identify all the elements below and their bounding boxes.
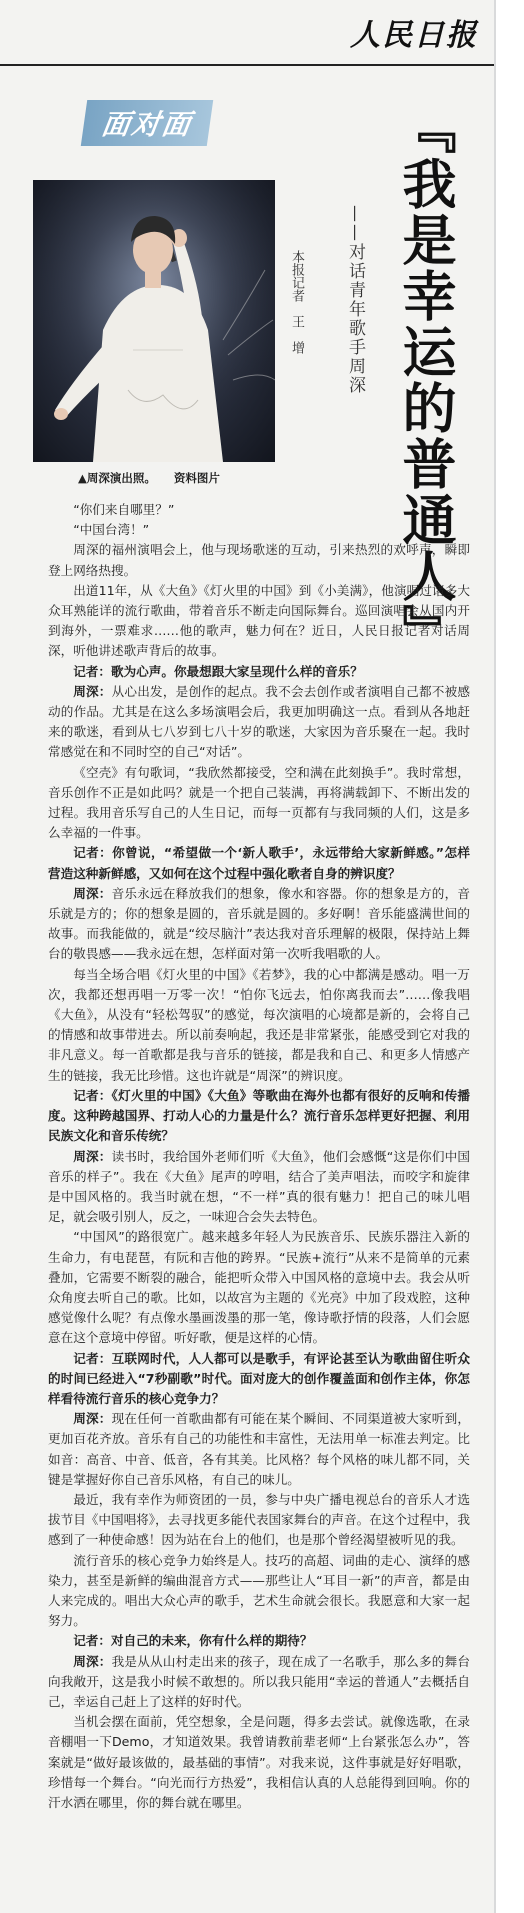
paragraph-text: 周深的福州演唱会上，他与现场歌迷的互动，引来热烈的欢呼声，瞬即登上网络热搜。 <box>48 542 470 578</box>
interview-answer <box>48 1147 470 1228</box>
speaker-label: 记者： <box>73 1350 112 1366</box>
paragraph-text: 你曾说，“希望做一个‘新人歌手’，永远带给大家新鲜感。”怎样营造这种新鲜感，又如何在这个过程中强化歌者自身的辨识度？ <box>48 845 471 881</box>
paragraph-text: 《灯火里的中国》《大鱼》等歌曲在海外也都有很好的反响和传播度。这种跨越国界、打动人心的力量是什么？流行音乐怎样更好把握、利用民族文化和音乐传统？ <box>48 1087 470 1144</box>
article-paragraph <box>48 1551 470 1632</box>
paragraph-text: 读书时，我给国外老师们听《大鱼》，他们会感慨“这是你们中国音乐的样子”。我在《大鱼》尾声的哼唱，结合了美声唱法，而咬字和旋律是中国风格的。我当时就在想，“不一样”真的很有魅力！把自己的味儿唱足，就会吸引别人，反之，一味迎合会失去特色。 <box>48 1148 471 1225</box>
article-paragraph <box>48 1490 470 1551</box>
paragraph-text: 我是从从山村走出来的孩子，现在成了一名歌手，那么多的舞台向我敞开，这是我小时候不敢想的。所以我只能用“幸运的普通人”去概括自己，幸运自己赶上了这样的好时代。 <box>48 1653 471 1709</box>
article-paragraph <box>48 520 470 540</box>
interview-answer <box>48 884 470 965</box>
interview-question <box>48 1086 470 1147</box>
interview-question <box>48 1631 470 1651</box>
photo-credit: 资料图片 <box>173 471 220 485</box>
photo-caption <box>78 470 234 486</box>
paragraph-text: 现在任何一首歌曲都有可能在某个瞬间、不同渠道被大家听到，更加百花齐放。音乐有自己的功能性和丰富性，无法用单一标准去判定。比如音：高音、中音、低音，各有其美。比风格？每个风格的味儿都不同，关键是掌握好你自己音乐风格，有自己的味儿。 <box>48 1411 471 1487</box>
header-rule <box>0 64 494 66</box>
paragraph-text: 歌为心声。你最想跟大家呈现什么样的音乐？ <box>110 663 363 679</box>
paragraph-text: 每当全场合唱《灯火里的中国》《若梦》，我的心中都满是感动。唱一万次，我都还想再唱一万零一次！“怕你飞远去，怕你离我而去”……像我唱《大鱼》，从没有“轻松驾驭”的感觉，每次演唱的心境都是新的，会将自己的情感和故事带进去。所以前奏响起，我还是非常紧张，能感受到它对我的非凡意义。每一首歌都是我与音乐的链接，都是我和自己、和更多人情感产生的链接，我无比珍惜。这也许就是“周深”的辨识度。 <box>48 966 470 1083</box>
page-edge <box>494 0 524 1913</box>
paragraph-text: 从心出发，是创作的起点。我不会去创作或者演唱自己都不被感动的作品。尤其是在这么多场演唱会后，我更加明确这一点。看到从各地赶来的歌迷，看到从七八岁到七八十岁的歌迷，大家因为音乐聚在一起。我时常感觉在和不同时空的自己“对话”。 <box>48 683 471 760</box>
singer-photo-illustration <box>33 180 275 462</box>
article-paragraph <box>48 965 470 1086</box>
speaker-label: 周深： <box>73 1653 112 1669</box>
speaker-label: 周深： <box>73 1148 112 1164</box>
speaker-label: 记者： <box>73 1087 112 1103</box>
singer-photo <box>33 180 275 462</box>
speaker-label: 周深： <box>73 885 112 901</box>
interview-question <box>48 843 470 883</box>
speaker-label: 周深： <box>73 683 112 699</box>
paragraph-text: 流行音乐的核心竞争力始终是人。技巧的高超、词曲的走心、演绎的感染力，甚至是新鲜的编曲混音方式——那些让人“耳目一新”的声音，都是由人来完成的。唱出大众心声的歌手，艺术生命就会很长。我愿意和大家一起努力。 <box>48 1552 470 1629</box>
paragraph-text: 互联网时代，人人都可以是歌手，有评论甚至认为歌曲留住听众的时间已经进入“7秒副歌”时代。面对庞大的创作覆盖面和创作主体，你怎样看待流行音乐的核心竞争力？ <box>48 1350 471 1406</box>
speaker-label: 记者： <box>73 663 111 679</box>
column-tag: 面对面 <box>81 100 213 146</box>
article-body <box>48 500 470 1813</box>
paragraph-text: 当机会摆在面前，凭空想象，全是问题，得多去尝试。就像选歌，在录音棚唱一下Demo，才知道效果。我曾请教前辈老师“上台紧张怎么办”，答案就是“做好最该做的，最基础的事情”。对我来说，这件事就是好好唱歌，珍惜每一个舞台。“向光而行方热爱”，我相信认真的人总能得到回响。你的汗水洒在哪里，你的舞台就在哪里。 <box>48 1714 470 1810</box>
article-paragraph <box>48 540 470 580</box>
speaker-label: 记者： <box>73 845 113 861</box>
paragraph-text: 最近，我有幸作为师资团的一员，参与中央广播电视总台的音乐人才选拔节目《中国唱将》，去寻找更多能代表国家舞台的声音。在这个过程中，我感到了一种使命感！因为站在台上的他们，也是那个曾经渴望被听见的我。 <box>48 1491 470 1548</box>
paragraph-text: 对自己的未来，你有什么样的期待？ <box>110 1633 313 1649</box>
photo-caption-text: ▲周深演出照。 <box>78 471 156 485</box>
article-paragraph <box>48 763 470 844</box>
paragraph-text: “中国台湾！” <box>73 522 150 538</box>
subtitle: ——对话青年歌手周深 <box>345 205 365 395</box>
interview-answer <box>48 682 470 763</box>
interview-question <box>48 662 470 682</box>
article-paragraph <box>48 500 470 520</box>
paragraph-text: 《空壳》有句歌词，“我欣然都接受，空和满在此刻换手”。我时常想，音乐创作不正是如此吗？就是一个把自己装满，再将满载卸下、不断出发的过程。我用音乐写自己的人生日记，而每一页都有与我同频的人们，这是多么幸福的一件事。 <box>48 764 470 841</box>
paragraph-text: “你们来自哪里？” <box>73 502 175 517</box>
masthead-logo: 人民日报 <box>350 18 478 53</box>
interview-question <box>48 1349 470 1410</box>
paragraph-text: 音乐永远在释放我们的想象，像水和容器。你的想象是方的，音乐就是方的；你的想象是圆的，音乐就是圆的。多好啊！音乐能盛满世间的故事。而我能做的，就是“绞尽脑汁”表达我对音乐理解的极限，保持站上舞台的敬畏感——我永远在想，怎样面对第一次听我唱歌的人。 <box>48 885 471 962</box>
headline: 『我是幸运的普通人』 <box>394 100 458 660</box>
byline: 本报记者 王 增 <box>289 250 304 354</box>
interview-answer <box>48 1652 470 1713</box>
speaker-label: 记者： <box>73 1633 111 1649</box>
speaker-label: 周深： <box>73 1411 112 1427</box>
article-paragraph <box>48 1712 470 1813</box>
paragraph-text: “中国风”的路很宽广。越来越多年轻人为民族音乐、民族乐器注入新的生命力，有电琵琶，有阮和吉他的跨界。“民族+流行”从来不是简单的元素叠加，它需要不断裂的融合，能把听众带入中国风格的意境中去。我会从听众角度去听自己的歌。比如，以故宫为主题的《光亮》中加了段戏腔，这种感觉像什么呢？有点像水墨画泼墨的那一笔，像诗歌抒情的段落，人们会愿意在这个意境中停留。听好歌，便是这样的心情。 <box>48 1229 470 1346</box>
paragraph-text: 出道11年，从《大鱼》《灯火里的中国》到《小美满》，他演唱过诸多大众耳熟能详的流行歌曲，带着音乐不断走向国际舞台。巡回演唱会从国内开到海外，一票难求……他的歌声，魅力何在？近日，人民日报记者对话周深，听他讲述歌声背后的故事。 <box>48 582 470 659</box>
article-paragraph <box>48 1227 470 1348</box>
article-paragraph <box>48 581 470 662</box>
interview-answer <box>48 1409 470 1490</box>
